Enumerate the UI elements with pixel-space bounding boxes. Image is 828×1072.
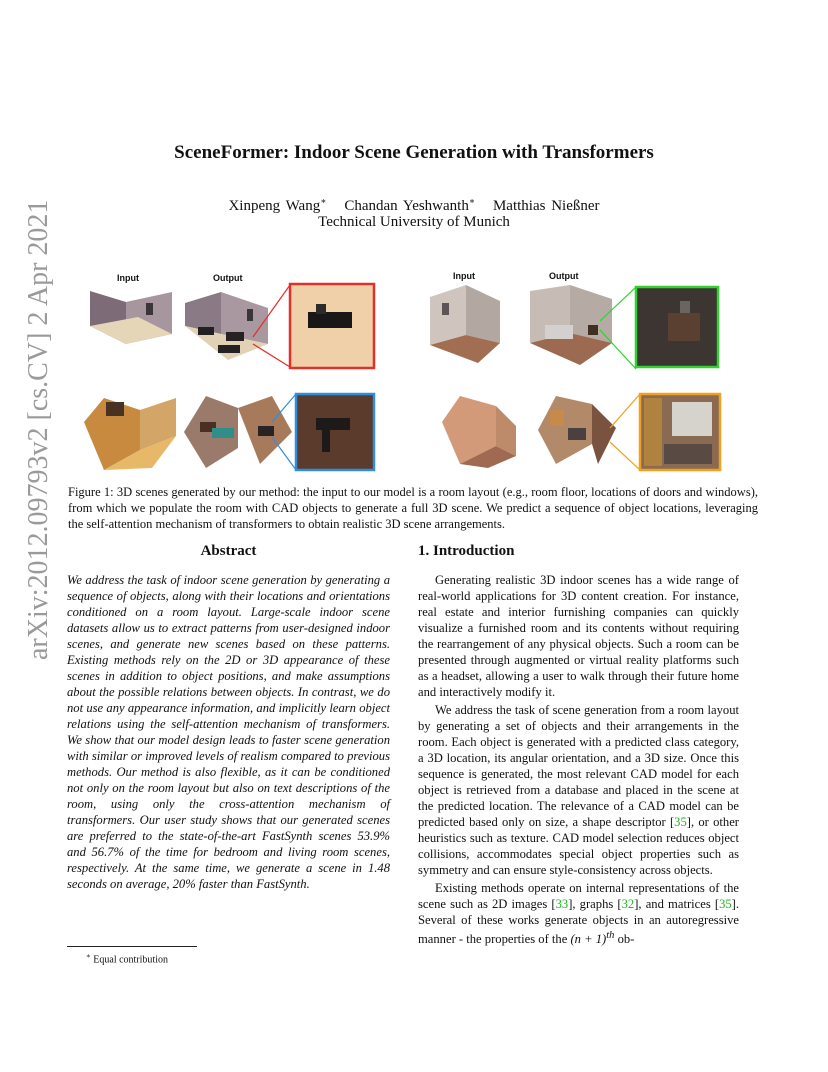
intro-paragraph: Existing methods operate on internal representations of the scene such as 2D images [33], graphs [32], and matrices [35]. Several of these works generate objects in an autoregressive manner - the properties of the $(n + 1)^{th}$ ob- [418, 881, 740, 947]
equal-contribution-mark: ∗ [468, 196, 475, 206]
intro-paragraph: Generating realistic 3D indoor scenes has a wide range of real-world applications for 3D content creation. For instance, real estate and interior furnishing companies can quickly visualize a furnished room and its contents without requiring the rearrangement of any physical objects. Such a room can be presented through augmented or virtual reality platforms such as a headset, allowing a user to walk through their future home and interactively modify it. [418, 573, 739, 699]
paper-title: SceneFormer: Indoor Scene Generation with Transformers [174, 142, 654, 163]
citation-link[interactable]: 35 [674, 815, 687, 829]
equal-contribution-mark: ∗ [320, 196, 327, 206]
figure-bedroom-scene-2 [438, 392, 724, 472]
bedroom-input-render [430, 285, 500, 363]
citation-link[interactable]: 35 [719, 897, 732, 911]
living-room-input-render [90, 291, 172, 344]
living-room-zoom-inset [290, 284, 374, 368]
footnote [86, 952, 168, 965]
figure-office-scene [82, 392, 378, 472]
introduction-heading: 1. Introduction [418, 543, 515, 559]
bedroom2-output-render [538, 396, 616, 464]
figure-label-output: Output [549, 271, 579, 281]
footnote-rule [67, 946, 197, 947]
arxiv-identifier: arXiv:2012.09793v2 [cs.CV] 2 Apr 2021 [23, 199, 54, 660]
figure-living-room-scene [68, 282, 378, 370]
bedroom2-input-render [442, 396, 516, 468]
figure-label-output: Output [213, 273, 243, 283]
living-room-output-render [185, 292, 268, 360]
zoom-connector-line [272, 437, 296, 470]
author-name: Xinpeng Wang [228, 198, 321, 214]
footnote-text: Equal contribution [93, 954, 168, 966]
introduction-text [418, 572, 739, 947]
citation-link[interactable]: 32 [621, 897, 635, 911]
author-list [0, 196, 828, 215]
footnote-mark: ∗ [86, 952, 91, 960]
bedroom2-zoom-inset [640, 394, 720, 470]
figure-bedroom-scene [430, 285, 724, 370]
figure-label-input: Input [117, 273, 139, 283]
author-name: Matthias Nießner [492, 198, 600, 214]
author-name: Chandan Yeshwanth [344, 198, 469, 214]
zoom-connector-line [610, 394, 640, 428]
office-output-render [184, 396, 292, 468]
affiliation: Technical University of Munich [318, 214, 510, 230]
figure-label-input: Input [453, 271, 475, 281]
zoom-connector-line [600, 330, 636, 369]
zoom-connector-line [253, 344, 290, 367]
office-input-render [84, 398, 176, 470]
zoom-connector-line [610, 442, 640, 470]
bedroom-output-render [530, 285, 612, 365]
office-zoom-inset [296, 394, 374, 470]
intro-paragraph: We address the task of scene generation from a room layout by generating a set of objects and their arrangements in the room. Each object is generated with a predicted class category, a 3D location, its angular orientation, and a 3D size. Once this sequence is generated, the most relevant CAD model for each object is retrieved from a database and placed in the scene at the predicted location. The relevance of a CAD model can be predicted based only on size, a shape descriptor [35], or other heuristics such as texture. CAD model selection reduces object collisions, accommodates special object properties such as symmetry and can ensure style-consistency across objects. [418, 703, 739, 877]
abstract-text: We address the task of indoor scene generation by generating a sequence of objects, along with their locations and orientations conditioned on a room layout. Large-scale indoor scene datasets allow us to extract patterns from user-designed indoor scenes, and generate new scenes based on these patterns. Existing methods rely on the 2D or 3D appearance of these scenes in addition to object positions, and make assumptions about the possible relations between objects. In contrast, we do not use any appearance information, and implicitly learn object relations using the self-attention mechanism of transformers. We show that our model design leads to faster scene generation with similar or improved levels of realism compared to previous methods. Our method is also flexible, as it can be conditioned not only on the room layout but also on text descriptions of the room, using only the cross-attention mechanism of transformers. Our user study shows that our generated scenes are preferred to the state-of-the-art FastSynth scenes 53.9% and 56.7% of the time for bedroom and living room scenes, respectively. At the same time, we generate a scene in 1.48 seconds on average, 20% faster than FastSynth. [67, 573, 390, 891]
abstract-heading: Abstract [200, 543, 257, 559]
figure-caption: Figure 1: 3D scenes generated by our method: the input to our model is a room layout (e.g., room floor, locations of doors and windows), from which we populate the room with CAD objects to generate a full 3D scene. We predict a sequence of object locations, leveraging the self-attention mechanism of transformers to obtain realistic 3D scene arrangements. [68, 485, 758, 531]
citation-link[interactable]: 33 [555, 897, 569, 911]
bedroom-zoom-inset [636, 287, 718, 367]
